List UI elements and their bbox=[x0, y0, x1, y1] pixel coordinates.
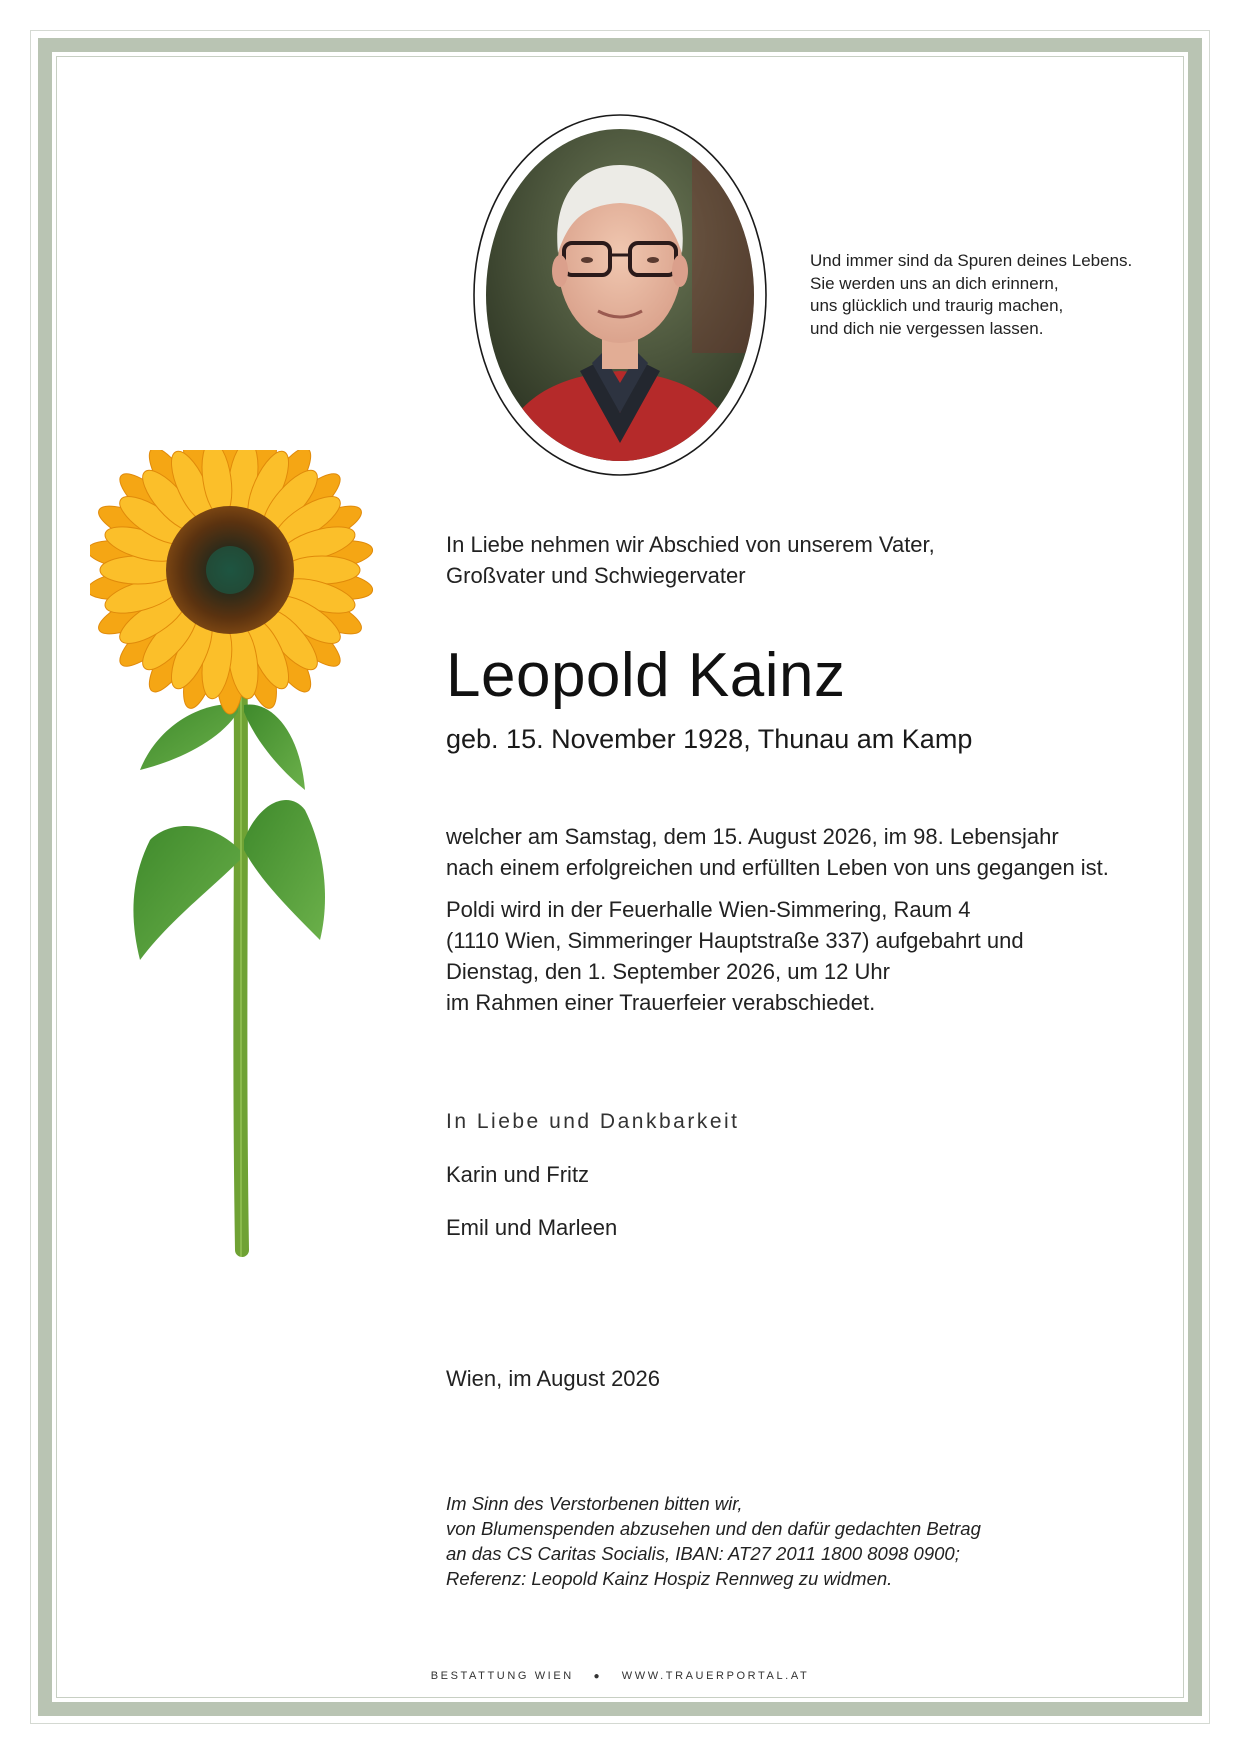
verse-line: uns glücklich und traurig machen, bbox=[810, 296, 1064, 315]
ceremony-line: Dienstag, den 1. September 2026, um 12 Uhr bbox=[446, 959, 890, 984]
death-notice-line: nach einem erfolgreichen und erfüllten Leben von uns gegangen ist. bbox=[446, 855, 1109, 880]
verse-line: und dich nie vergessen lassen. bbox=[810, 318, 1044, 338]
ceremony-line: (1110 Wien, Simmeringer Hauptstraße 337) aufgebahrt und bbox=[446, 928, 1024, 953]
deceased-name: Leopold Kainz bbox=[446, 641, 846, 710]
footer-website: WWW.TRAUERPORTAL.AT bbox=[621, 1670, 810, 1683]
donation-line: Im Sinn des Verstorbenen bitten wir, bbox=[446, 1493, 743, 1514]
place-date: Wien, im August 2026 bbox=[446, 1366, 661, 1391]
verse-line: Und immer sind da Spuren deines Lebens. bbox=[810, 251, 1133, 270]
intro-line: Großvater und Schwiegervater bbox=[446, 563, 746, 588]
death-notice-line: welcher am Samstag, dem 15. August 2026, im 98. Lebensjahr bbox=[446, 824, 1059, 849]
donation-line: Referenz: Leopold Kainz Hospiz Rennweg zu widmen. bbox=[446, 1568, 893, 1589]
donation-line: von Blumenspenden abzusehen und den dafür gedachten Betrag bbox=[446, 1518, 981, 1539]
footer bbox=[0, 1670, 1240, 1682]
deceased-portrait bbox=[472, 113, 768, 477]
sunflower-illustration bbox=[90, 450, 410, 1260]
footer-company: BESTATTUNG WIEN bbox=[430, 1670, 574, 1683]
ceremony-line: Poldi wird in der Feuerhalle Wien-Simmering, Raum 4 bbox=[446, 897, 971, 922]
bullet-separator: ● bbox=[593, 1670, 603, 1682]
birth-info: geb. 15. November 1928, Thunau am Kamp bbox=[446, 724, 973, 754]
mourners-heading: In Liebe und Dankbarkeit bbox=[446, 1110, 740, 1133]
donation-line: an das CS Caritas Socialis, IBAN: AT27 2011 1800 8098 0900; bbox=[446, 1543, 960, 1564]
intro-line: In Liebe nehmen wir Abschied von unserem Vater, bbox=[446, 532, 935, 557]
mourner-name: Karin und Fritz bbox=[446, 1162, 590, 1187]
ceremony-line: im Rahmen einer Trauerfeier verabschiedet. bbox=[446, 990, 876, 1015]
mourner-name: Emil und Marleen bbox=[446, 1215, 618, 1240]
verse-line: Sie werden uns an dich erinnern, bbox=[810, 273, 1059, 293]
memorial-verse bbox=[810, 250, 1190, 340]
